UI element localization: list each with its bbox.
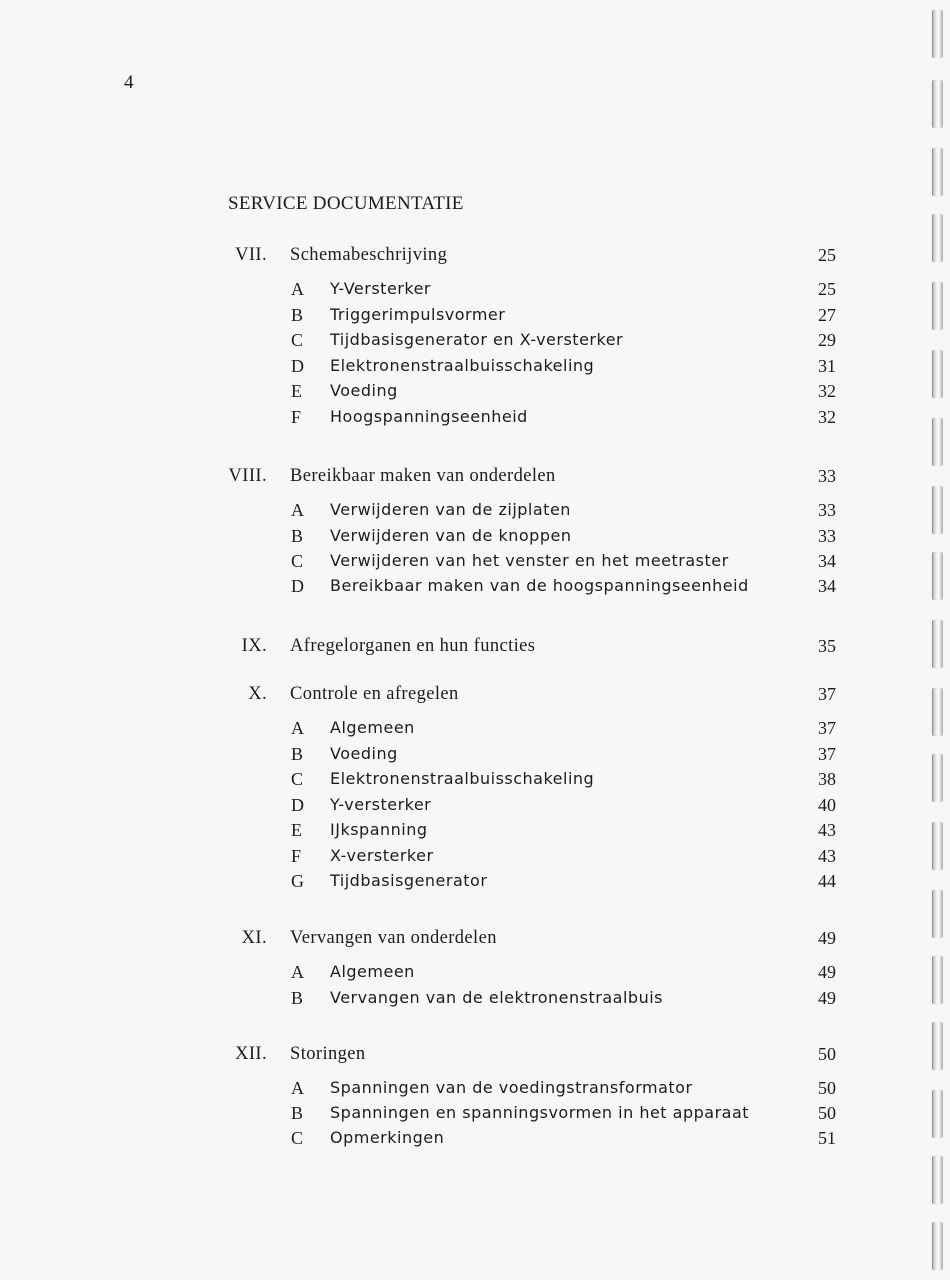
subsection-page: 29: [818, 330, 836, 350]
section-number: IX.: [241, 636, 267, 656]
toc-subsection-row[interactable]: [0, 820, 950, 844]
binding-hole: [932, 620, 943, 668]
binding-hole: [932, 350, 943, 398]
page-title: SERVICE DOCUMENTATIE: [228, 193, 464, 214]
binding-hole: [932, 214, 943, 262]
subsection-title: Algemeen: [330, 962, 415, 981]
toc-section-row[interactable]: [0, 1044, 950, 1068]
toc-section-row[interactable]: [0, 245, 950, 269]
subsection-letter: B: [291, 1103, 304, 1123]
subsection-page: 50: [818, 1078, 836, 1098]
subsection-letter: E: [291, 820, 302, 840]
binding-hole: [932, 418, 943, 466]
subsection-title: IJkspanning: [330, 820, 428, 839]
binding-hole: [932, 754, 943, 802]
subsection-page: 37: [818, 718, 836, 738]
section-title: Schemabeschrijving: [290, 245, 448, 265]
subsection-title: Elektronenstraalbuisschakeling: [330, 769, 595, 788]
binding-hole: [932, 1222, 943, 1270]
toc-subsection-row[interactable]: [0, 526, 950, 550]
section-page: 49: [818, 928, 836, 948]
toc-subsection-row[interactable]: [0, 846, 950, 870]
section-number: X.: [248, 684, 267, 704]
subsection-letter: G: [291, 871, 304, 891]
subsection-letter: A: [291, 500, 304, 520]
subsection-title: Vervangen van de elektronenstraalbuis: [330, 987, 663, 1007]
toc-section-row[interactable]: [0, 684, 950, 708]
subsection-page: 33: [818, 500, 836, 520]
section-page: 25: [818, 245, 836, 265]
subsection-letter: C: [291, 330, 304, 350]
subsection-page: 33: [818, 525, 836, 546]
subsection-page: 31: [818, 355, 836, 376]
binding-hole: [932, 552, 943, 600]
toc-subsection-row[interactable]: [0, 718, 950, 742]
toc-subsection-row[interactable]: [0, 1128, 950, 1152]
subsection-letter: E: [291, 381, 302, 401]
subsection-letter: B: [291, 987, 304, 1008]
subsection-title: Bereikbaar maken van de hoogspanningseenheid: [330, 576, 749, 595]
toc-subsection-row[interactable]: [0, 1078, 950, 1102]
subsection-page: 51: [818, 1128, 836, 1148]
section-number: XI.: [241, 928, 267, 948]
subsection-title: Algemeen: [330, 718, 415, 737]
toc-subsection-row[interactable]: [0, 576, 950, 600]
section-page: 37: [818, 684, 836, 704]
section-page: 33: [818, 466, 836, 486]
subsection-title: Spanningen en spanningsvormen in het apparaat: [330, 1103, 750, 1122]
binding-hole: [932, 688, 943, 736]
subsection-page: 34: [818, 576, 836, 596]
toc-subsection-row[interactable]: [0, 1103, 950, 1127]
section-number: VII.: [235, 245, 267, 265]
section-page: 35: [818, 636, 836, 656]
toc-subsection-row[interactable]: [0, 769, 950, 793]
section-page: 50: [818, 1044, 836, 1064]
subsection-title: Hoogspanningseenheid: [330, 406, 528, 426]
binding-hole: [932, 822, 943, 870]
toc-subsection-row[interactable]: [0, 356, 950, 380]
subsection-title: Spanningen van de voedingstransformator: [330, 1078, 693, 1097]
subsection-title: Verwijderen van de zijplaten: [330, 500, 571, 519]
toc-subsection-row[interactable]: [0, 330, 950, 354]
subsection-letter: B: [291, 525, 304, 546]
subsection-letter: F: [291, 845, 302, 866]
subsection-page: 34: [818, 551, 836, 571]
toc-subsection-row[interactable]: [0, 795, 950, 819]
binding-hole: [932, 486, 943, 534]
binding-hole: [932, 890, 943, 938]
toc-subsection-row[interactable]: [0, 988, 950, 1012]
toc-section-row[interactable]: [0, 636, 950, 660]
section-number: VIII.: [228, 466, 267, 486]
subsection-letter: B: [291, 743, 304, 764]
subsection-title: Voeding: [330, 743, 398, 763]
subsection-page: 49: [818, 962, 836, 982]
spiral-binding: [910, 0, 950, 1280]
subsection-letter: C: [291, 769, 304, 789]
binding-hole: [932, 148, 943, 196]
subsection-letter: A: [291, 279, 304, 299]
binding-hole: [932, 10, 943, 58]
toc-subsection-row[interactable]: [0, 744, 950, 768]
toc-subsection-row[interactable]: [0, 500, 950, 524]
binding-hole: [932, 1156, 943, 1204]
binding-hole: [932, 956, 943, 1004]
subsection-title: Y-versterker: [330, 794, 432, 814]
binding-hole: [932, 282, 943, 330]
subsection-page: 43: [818, 845, 836, 866]
toc-subsection-row[interactable]: [0, 962, 950, 986]
subsection-page: 40: [818, 794, 836, 815]
section-title: Afregelorganen en hun functies: [290, 636, 536, 656]
subsection-title: Tijdbasisgenerator en X-versterker: [330, 330, 624, 349]
section-title: Storingen: [290, 1044, 366, 1064]
subsection-page: 49: [818, 987, 836, 1008]
subsection-letter: A: [291, 962, 304, 982]
section-number: XII.: [235, 1044, 267, 1064]
subsection-letter: D: [291, 355, 304, 376]
subsection-letter: C: [291, 551, 304, 571]
subsection-page: 43: [818, 820, 836, 840]
section-title: Controle en afregelen: [290, 684, 459, 704]
subsection-letter: A: [291, 1078, 304, 1098]
subsection-title: Elektronenstraalbuisschakeling: [330, 355, 595, 375]
subsection-title: Verwijderen van het venster en het meetraster: [330, 551, 729, 570]
section-title: Bereikbaar maken van onderdelen: [290, 466, 556, 486]
page-number: 4: [124, 72, 134, 93]
subsection-title: Tijdbasisgenerator: [330, 871, 488, 890]
binding-hole: [932, 1022, 943, 1070]
subsection-letter: D: [291, 794, 304, 815]
toc-subsection-row[interactable]: [0, 305, 950, 329]
binding-hole: [932, 1090, 943, 1138]
toc-subsection-row[interactable]: [0, 279, 950, 303]
subsection-page: 32: [818, 406, 836, 427]
toc-section-row[interactable]: [0, 928, 950, 952]
subsection-title: Verwijderen van de knoppen: [330, 525, 572, 545]
subsection-page: 44: [818, 871, 836, 891]
toc-subsection-row[interactable]: [0, 407, 950, 431]
subsection-page: 38: [818, 769, 836, 789]
subsection-page: 32: [818, 381, 836, 401]
toc-subsection-row[interactable]: [0, 381, 950, 405]
subsection-title: Voeding: [330, 381, 398, 400]
subsection-page: 37: [818, 743, 836, 764]
subsection-title: X-versterker: [330, 845, 434, 865]
subsection-title: Y-Versterker: [330, 279, 431, 298]
toc-section-row[interactable]: [0, 466, 950, 490]
subsection-page: 27: [818, 304, 836, 325]
subsection-page: 25: [818, 279, 836, 299]
subsection-title: Triggerimpulsvormer: [330, 304, 506, 324]
subsection-letter: D: [291, 576, 304, 596]
subsection-title: Opmerkingen: [330, 1128, 445, 1147]
toc-subsection-row[interactable]: [0, 871, 950, 895]
section-title: Vervangen van onderdelen: [290, 928, 497, 948]
subsection-letter: A: [291, 718, 304, 738]
subsection-letter: B: [291, 304, 304, 325]
subsection-page: 50: [818, 1103, 836, 1123]
toc-subsection-row[interactable]: [0, 551, 950, 575]
subsection-letter: F: [291, 406, 302, 427]
binding-hole: [932, 80, 943, 128]
subsection-letter: C: [291, 1128, 304, 1148]
